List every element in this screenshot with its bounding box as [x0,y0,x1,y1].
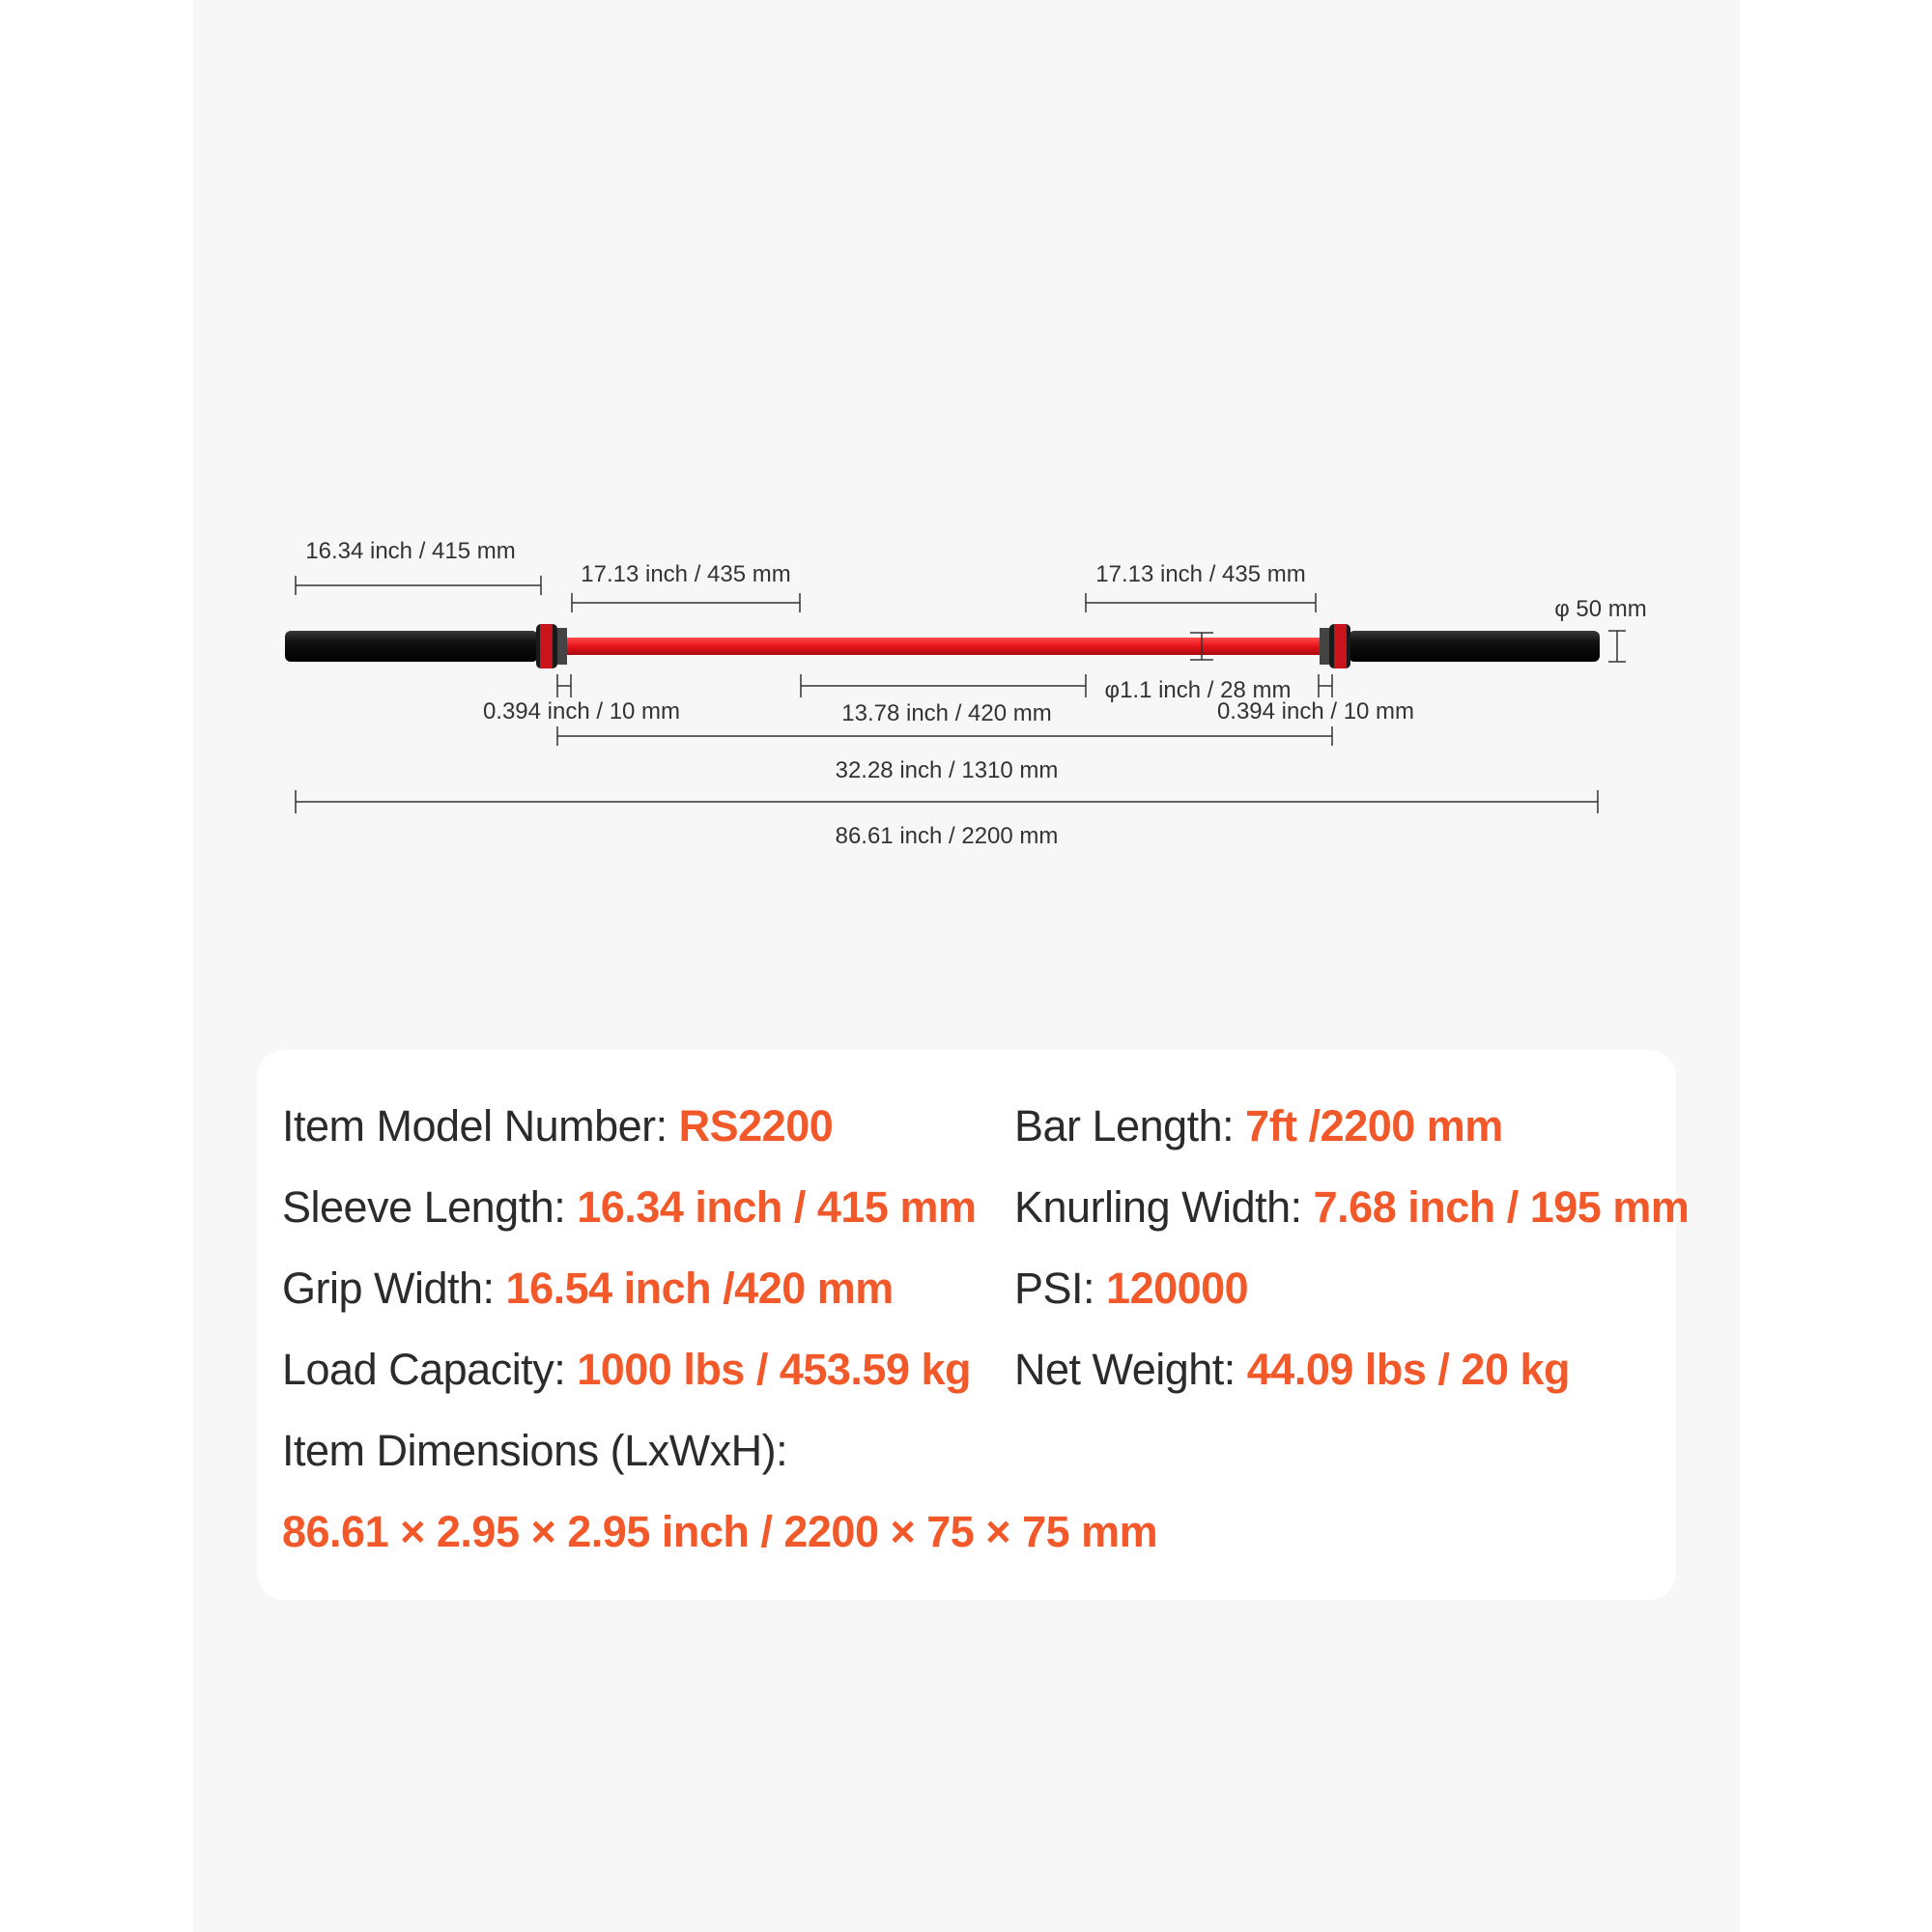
spec-sleeve-length-value: 16.34 inch / 415 mm [577,1182,977,1232]
spec-psi-label: PSI: [1014,1264,1107,1313]
dim-line-total [296,790,1598,813]
bar-shaft [567,638,1320,655]
label-knurl-right: 17.13 inch / 435 mm [1095,561,1306,587]
label-collar-right: 0.394 inch / 10 mm [1216,698,1415,724]
spec-item-dimensions-value: 86.61 × 2.95 × 2.95 inch / 2200 × 75 × 75 mm [282,1507,1158,1556]
spec-grip-width-value: 16.54 inch /420 mm [505,1264,894,1313]
spec-item-dimensions-label: Item Dimensions (LxWxH): [282,1426,788,1475]
right-collar-plate [1320,628,1329,665]
spec-grip-width [282,1264,894,1314]
label-sleeve-length: 16.34 inch / 415 mm [305,538,516,564]
label-inner-length: 32.28 inch / 1310 mm [835,757,1059,783]
dim-line-collar-right [1319,674,1332,697]
spec-bar-length-label: Bar Length: [1014,1101,1246,1151]
label-sleeve-diameter: φ 50 mm [1554,596,1647,622]
dim-line-sleeve-diameter [1608,631,1626,662]
right-collar-ring [1334,624,1347,668]
label-center-gap: 13.78 inch / 420 mm [841,700,1052,726]
spec-psi [1014,1264,1248,1314]
spec-model-value: RS2200 [678,1101,834,1151]
spec-load-capacity-value: 1000 lbs / 453.59 kg [577,1345,971,1394]
spec-bar-length [1014,1101,1503,1151]
dim-line-center [801,674,1086,697]
dim-line-knurl-left [572,593,800,612]
spec-knurling-width-label: Knurling Width: [1014,1182,1314,1232]
label-shaft-diameter: φ1.1 inch / 28 mm [1104,677,1292,703]
right-sleeve [1349,631,1600,662]
dim-line-inner [557,726,1332,746]
spec-load-capacity [282,1345,971,1395]
spec-knurling-width [1014,1182,1689,1233]
spec-load-capacity-label: Load Capacity: [282,1345,578,1394]
spec-sleeve-length-label: Sleeve Length: [282,1182,578,1232]
spec-sleeve-length [282,1182,976,1233]
spec-model [282,1101,833,1151]
dim-line-knurl-right [1086,593,1316,612]
label-collar-left: 0.394 inch / 10 mm [482,698,681,724]
left-collar-plate [557,628,567,665]
spec-net-weight-label: Net Weight: [1014,1345,1247,1394]
spec-net-weight-value: 44.09 lbs / 20 kg [1246,1345,1570,1394]
label-knurl-left: 17.13 inch / 435 mm [581,561,791,587]
spec-model-label: Item Model Number: [282,1101,679,1151]
barbell [285,624,1600,668]
spec-grip-width-label: Grip Width: [282,1264,506,1313]
dim-line-collar-left [557,674,571,697]
spec-psi-value: 120000 [1106,1264,1249,1313]
left-collar-ring [540,624,553,668]
spec-net-weight [1014,1345,1570,1395]
spec-knurling-width-value: 7.68 inch / 195 mm [1313,1182,1690,1232]
spec-bar-length-value: 7ft /2200 mm [1245,1101,1503,1151]
label-total-length: 86.61 inch / 2200 mm [835,823,1059,849]
dim-line-sleeve [296,576,541,595]
left-sleeve [285,631,538,662]
